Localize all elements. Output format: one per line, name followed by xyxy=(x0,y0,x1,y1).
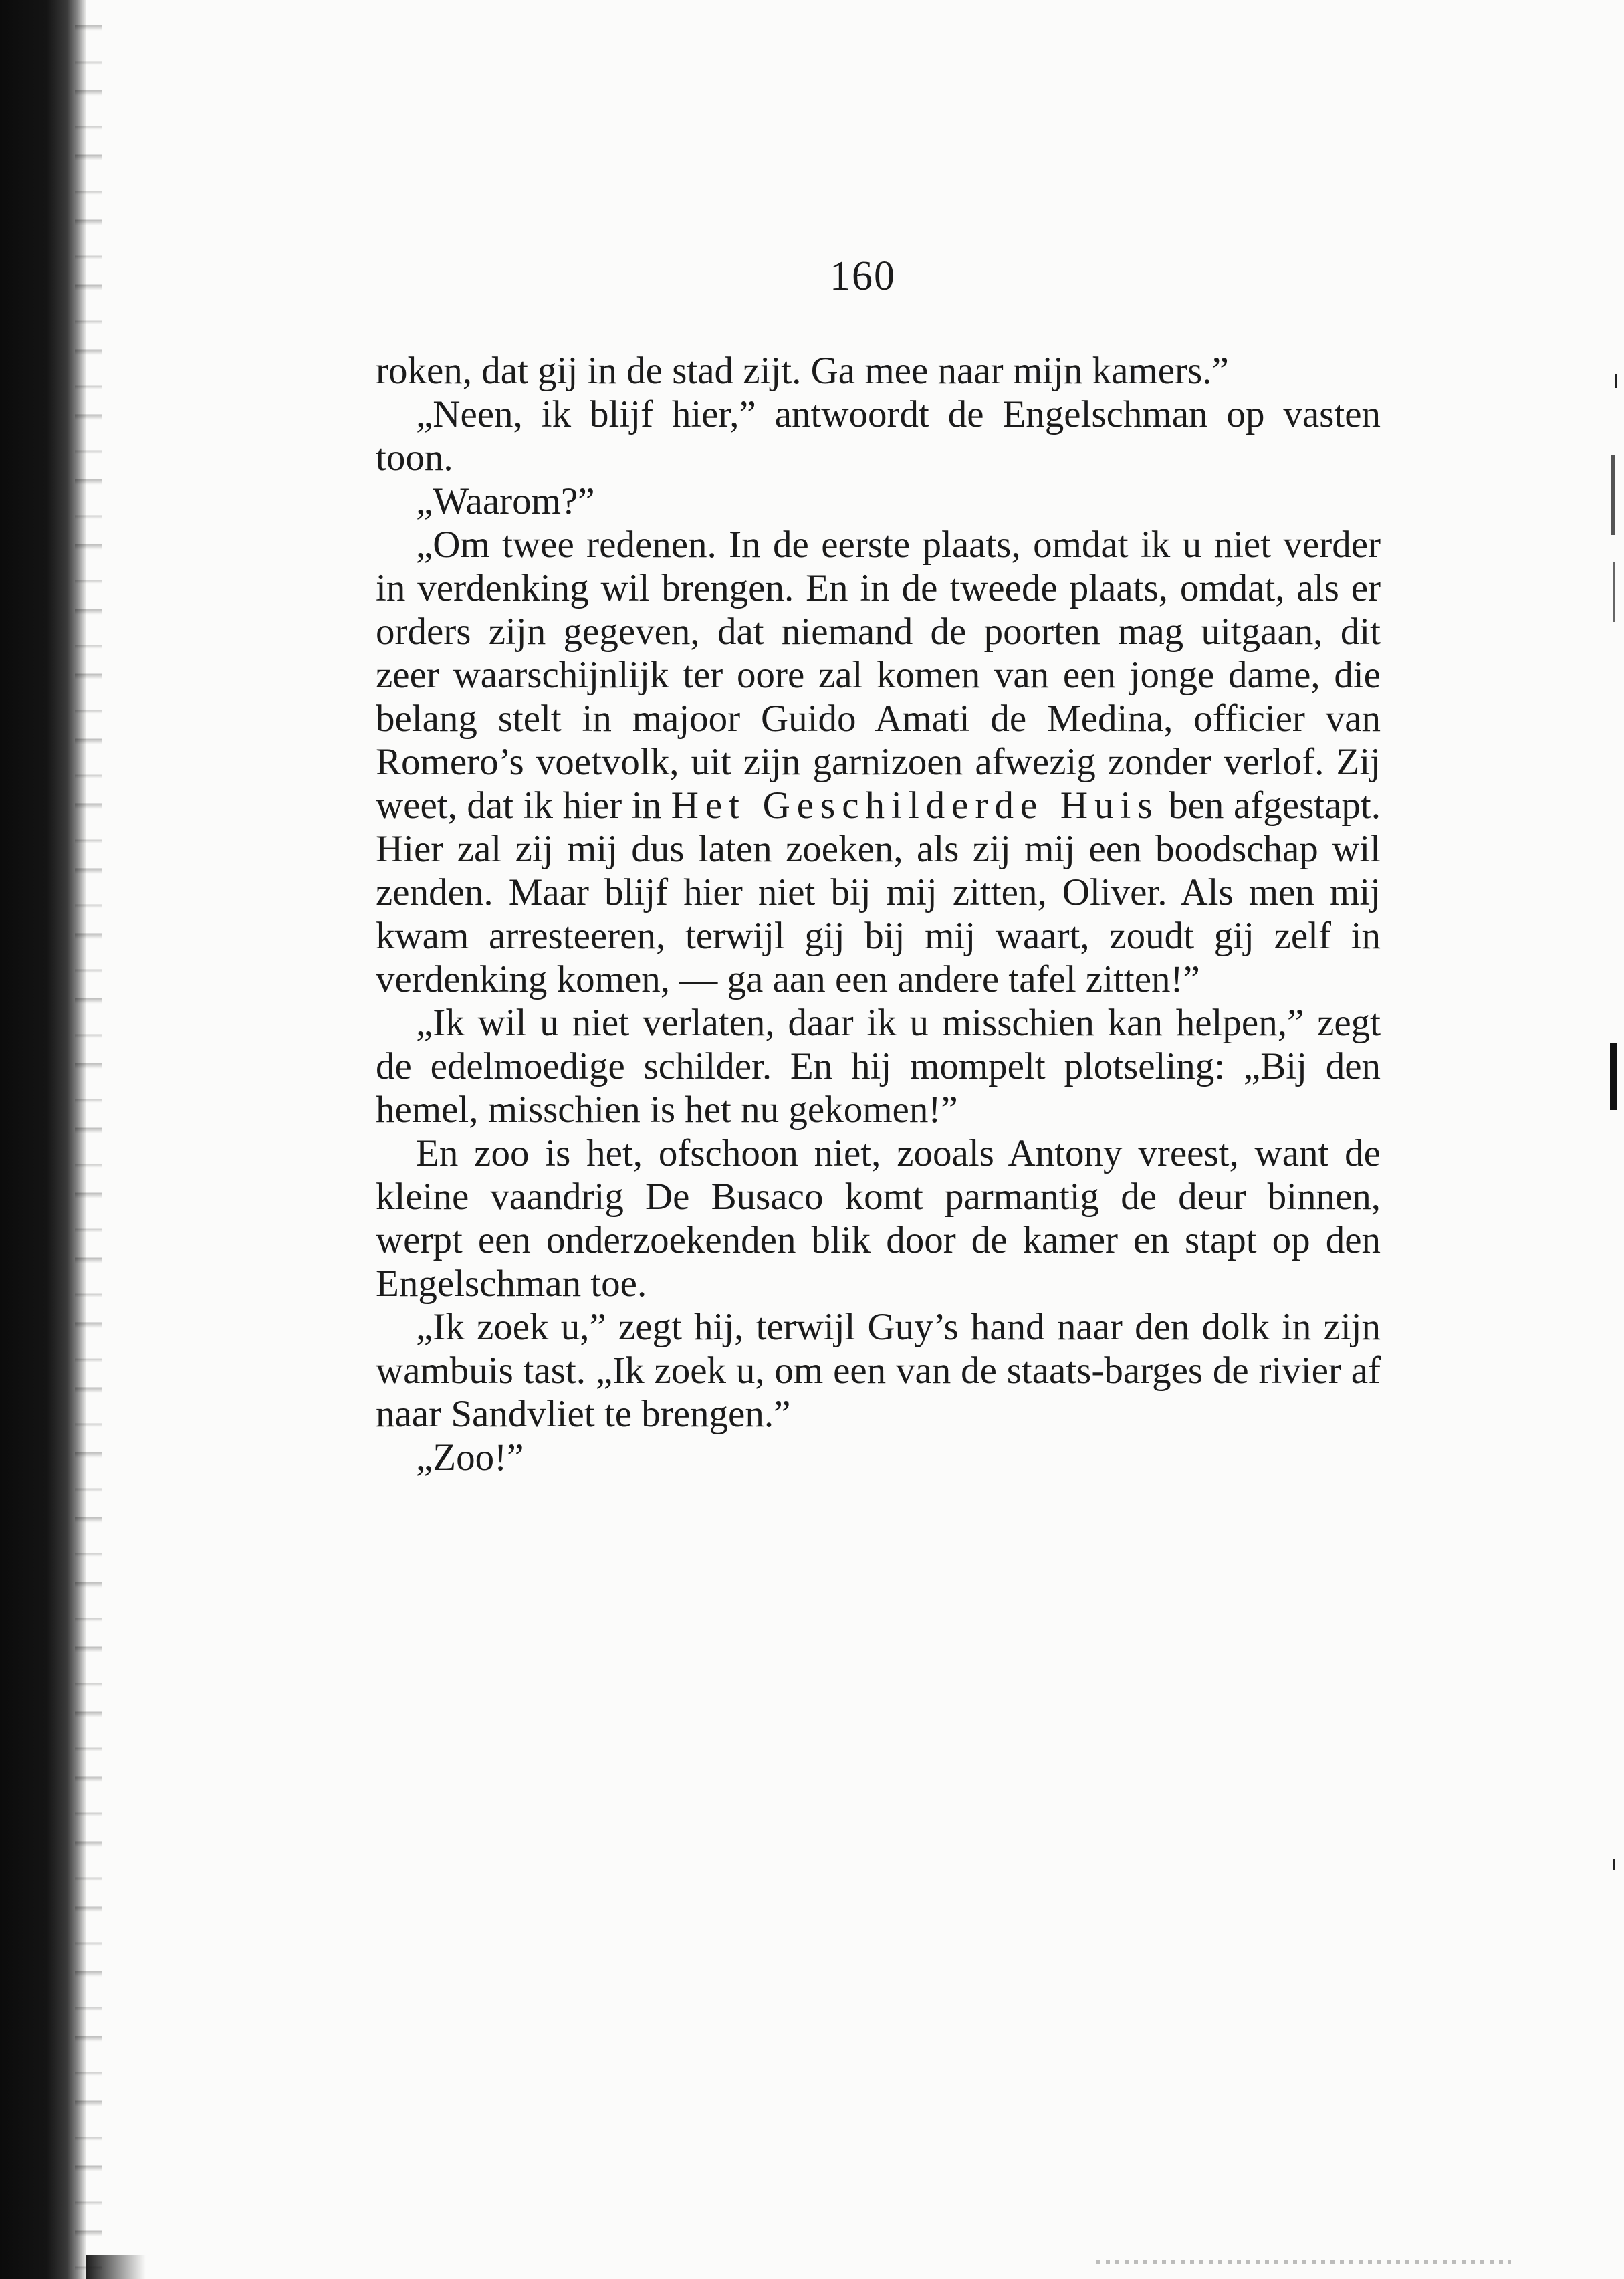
body-text xyxy=(376,349,1381,1479)
paragraph xyxy=(376,1131,1381,1305)
binding-foot-shadow xyxy=(86,2255,146,2279)
paragraph xyxy=(376,1001,1381,1131)
paragraph-text: „Ik wil u niet verlaten, daar ik u misschien kan helpen,” zegt de edelmoedige schilder. En hij mompelt plotseling: „Bij den hemel, misschien is het nu gekomen!” xyxy=(376,1002,1381,1131)
binding-shadow-streaks xyxy=(75,0,102,2279)
paragraph-text: „Waarom?” xyxy=(416,480,595,522)
paragraph-text: „Neen, ik blijf hier,” antwoordt de Engelschman op vasten toon. xyxy=(376,393,1381,479)
paragraph-text: „Zoo!” xyxy=(416,1436,524,1479)
bottom-edge-smudge xyxy=(1096,2260,1511,2264)
spaced-title-text: Het Geschilderde Huis xyxy=(671,784,1159,827)
paragraph xyxy=(376,523,1381,1001)
page-number: 160 xyxy=(830,253,896,299)
paragraph-text: En zoo is het, ofschoon niet, zooals Antony vreest, want de kleine vaandrig De Busaco komt parmantig de deur binnen, werpt een onderzoekenden blik door de kamer en stapt op den Engelschman toe. xyxy=(376,1132,1381,1305)
right-edge-mark xyxy=(1610,1043,1617,1110)
paragraph-text: „Om twee redenen. In de eerste plaats, omdat ik u niet verder in verdenking wil brengen. En in de tweede plaats, omdat, als er orders zijn gegeven, dat niemand de poorten mag uitgaan, dit zeer waarschijnlijk ter oore zal komen van een jonge dame, die belang stelt in majoor Guido Amati de Medina, officier van Romero’s voetvolk, uit zijn garnizoen afwezig zonder verlof. Zij weet, dat ik hier in xyxy=(376,524,1381,827)
paragraph-text: ben afgestapt. Hier zal zij mij dus laten zoeken, als zij mij een boodschap wil zenden. Maar blijf hier niet bij mij zitten, Oliver. Als men mij kwam arresteeren, terwijl gij bij mij waart, zoudt gij zelf in verdenking komen, — ga aan een andere tafel zitten!” xyxy=(376,784,1381,1000)
paragraph xyxy=(376,349,1381,393)
paragraph xyxy=(376,1436,1381,1479)
paragraph xyxy=(376,479,1381,523)
book-binding-edge xyxy=(0,0,86,2279)
paragraph xyxy=(376,1305,1381,1436)
right-edge-mark xyxy=(1613,562,1615,622)
right-edge-mark xyxy=(1611,455,1615,535)
paragraph-text: roken, dat gij in de stad zijt. Ga mee naar mijn kamers.” xyxy=(376,350,1229,392)
right-edge-mark xyxy=(1615,374,1617,388)
right-edge-mark xyxy=(1613,1859,1615,1870)
paragraph xyxy=(376,393,1381,479)
paragraph-text: „Ik zoek u,” zegt hij, terwijl Guy’s hand naar den dolk in zijn wambuis tast. „Ik zoek u, om een van de staats-barges de rivier af naar Sandvliet te brengen.” xyxy=(376,1306,1381,1435)
